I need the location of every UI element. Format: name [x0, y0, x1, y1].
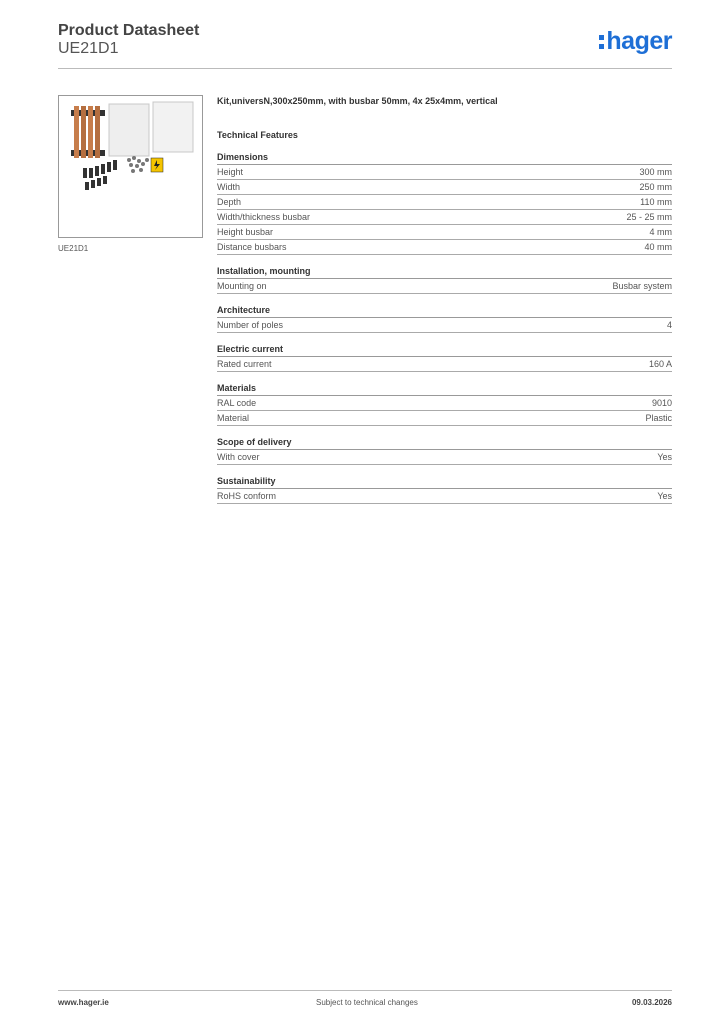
spec-label: Height busbar: [217, 227, 274, 237]
spec-value: 4: [666, 320, 672, 330]
spec-label: Depth: [217, 197, 242, 207]
spec-value: 9010: [651, 398, 672, 408]
section-architecture: [217, 304, 672, 333]
footer-website: www.hager.ie: [58, 998, 109, 1007]
product-code: UE21D1: [58, 40, 119, 57]
spec-label: Number of poles: [217, 320, 284, 330]
spec-row: [217, 210, 672, 225]
logo-dots-icon: [599, 35, 604, 49]
spec-row: [217, 450, 672, 465]
spec-value: Yes: [657, 452, 672, 462]
section-installation: [217, 265, 672, 294]
section-title: Sustainability: [217, 475, 672, 489]
spec-value: 4 mm: [649, 227, 672, 237]
footer-date: 09.03.2026: [631, 998, 672, 1007]
header-divider: [58, 68, 672, 69]
spec-label: Mounting on: [217, 281, 267, 291]
section-scope-of-delivery: [217, 436, 672, 465]
spec-label: Distance busbars: [217, 242, 287, 252]
image-caption: UE21D1: [58, 244, 89, 253]
spec-value: Plastic: [645, 413, 672, 423]
product-image: [61, 98, 200, 235]
spec-row: [217, 318, 672, 333]
spec-label: RoHS conform: [217, 491, 277, 501]
section-dimensions: [217, 151, 672, 255]
section-title: Electric current: [217, 343, 672, 357]
logo-text: hager: [606, 26, 672, 55]
hager-logo: [599, 26, 672, 56]
product-image-frame: [58, 95, 203, 238]
spec-value: Yes: [657, 491, 672, 501]
spec-value: 40 mm: [644, 242, 672, 252]
spec-value: Busbar system: [612, 281, 672, 291]
spec-label: With cover: [217, 452, 260, 462]
section-title: Architecture: [217, 304, 672, 318]
spec-label: Material: [217, 413, 250, 423]
section-title: Dimensions: [217, 151, 672, 165]
busbar-illustration: [71, 106, 105, 158]
spec-row: [217, 396, 672, 411]
section-title: Scope of delivery: [217, 436, 672, 450]
spec-row: [217, 357, 672, 372]
footer-divider: [58, 990, 672, 991]
spec-label: Rated current: [217, 359, 272, 369]
technical-features-heading: Technical Features: [217, 130, 298, 140]
spec-row: [217, 180, 672, 195]
spec-row: [217, 279, 672, 294]
page-title: Product Datasheet: [58, 22, 200, 39]
section-sustainability: [217, 475, 672, 504]
enclosure-panels: [109, 102, 193, 156]
spec-value: 110 mm: [640, 197, 672, 207]
spec-label: Width/thickness busbar: [217, 212, 311, 222]
page-footer: [58, 998, 672, 1010]
spec-value: 25 - 25 mm: [626, 212, 672, 222]
section-electric-current: [217, 343, 672, 372]
spec-row: [217, 195, 672, 210]
spec-label: Width: [217, 182, 241, 192]
spec-row: [217, 165, 672, 180]
section-title: Installation, mounting: [217, 265, 672, 279]
spec-row: [217, 411, 672, 426]
spec-label: RAL code: [217, 398, 257, 408]
datasheet-content: [217, 95, 672, 514]
spec-value: 250 mm: [639, 182, 672, 192]
page-header: [58, 20, 672, 68]
warning-label: [151, 158, 163, 172]
spec-value: 300 mm: [639, 167, 672, 177]
product-description: Kit,universN,300x250mm, with busbar 50mm, 4x 25x4mm, vertical: [217, 96, 498, 106]
spec-row: [217, 489, 672, 504]
spec-row: [217, 225, 672, 240]
screws-pile: [127, 156, 149, 173]
spec-value: 160 A: [648, 359, 672, 369]
section-title: Materials: [217, 382, 672, 396]
footer-notice: Subject to technical changes: [316, 998, 418, 1007]
spec-label: Height: [217, 167, 244, 177]
spec-row: [217, 240, 672, 255]
section-materials: [217, 382, 672, 426]
terminal-parts: [83, 160, 117, 190]
